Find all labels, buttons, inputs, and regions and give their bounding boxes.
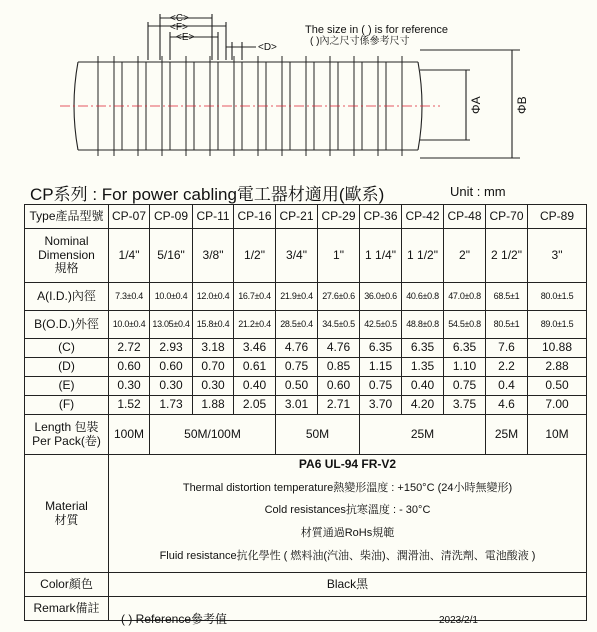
spec-table [24,204,587,626]
e-cell: 0.50 [528,377,587,396]
f-cell: 4.20 [402,396,444,415]
model-cell: CP-42 [402,205,444,229]
a-cell: 12.0±0.4 [193,283,234,311]
material-label [25,455,109,573]
b-cell: 21.2±0.4 [234,311,276,339]
material-line: Fluid resistance抗化學性 ( 燃料油(汽油、柴油)、潤滑油、清洗劑、電池酸液 ) [159,549,536,562]
a-row [25,283,587,311]
nominal-cell: 1/2" [234,229,276,283]
d-row [25,358,587,377]
material-line: 材質通過RoHs規範 [300,527,395,540]
length-label-line: Per Pack(卷) [32,433,101,448]
f-cell: 1.73 [150,396,193,415]
b-cell: 15.8±0.4 [193,311,234,339]
model-cell: CP-11 [193,205,234,229]
c-cell: 2.72 [109,339,150,358]
page-title: CP系列 : For power cabling電工器材適用(歐系) [30,185,385,204]
e-cell: 0.4 [486,377,528,396]
length-row [25,415,587,455]
length-cell: 25M [360,415,486,455]
nominal-label [25,229,109,283]
b-row [25,311,587,339]
length-cell: 25M [486,415,528,455]
a-cell: 40.6±0.8 [402,283,444,311]
model-cell: CP-16 [234,205,276,229]
f-cell: 7.00 [528,396,587,415]
e-cell: 0.40 [402,377,444,396]
c-cell: 2.93 [150,339,193,358]
dim-c-label: <C> [170,13,189,24]
reference-note-en: The size in ( ) is for reference [305,24,449,36]
f-cell: 3.01 [276,396,318,415]
unit-label: Unit : mm [450,184,506,199]
length-cell: 50M [276,415,360,455]
model-cell: CP-70 [486,205,528,229]
nominal-label-line: 規格 [54,261,79,276]
nominal-cell: 2 1/2" [486,229,528,283]
nominal-label-line: Nominal [44,233,89,248]
length-label [25,415,109,455]
f-cell: 1.88 [193,396,234,415]
nominal-cell: 2" [444,229,486,283]
remark-label: Remark備註 [25,597,109,621]
c-cell: 7.6 [486,339,528,358]
dim-a-label: ΦA [469,96,483,114]
b-cell: 13.05±0.4 [150,311,193,339]
b-cell: 80.5±1 [486,311,528,339]
material-label-line: Material [45,498,88,513]
length-cell: 10M [528,415,587,455]
nominal-cell: 1" [318,229,360,283]
nominal-cell: 5/16" [150,229,193,283]
c-cell: 6.35 [444,339,486,358]
material-line: PA6 UL-94 FR-V2 [298,457,397,471]
a-cell: 10.0±0.4 [150,283,193,311]
e-cell: 0.75 [360,377,402,396]
c-label: (C) [25,339,109,358]
d-cell: 1.15 [360,358,402,377]
d-label: (D) [25,358,109,377]
nominal-cell: 1 1/2" [402,229,444,283]
nominal-label-line: Dimension [38,247,95,262]
c-cell: 4.76 [276,339,318,358]
nominal-cell: 3" [528,229,587,283]
c-cell: 6.35 [360,339,402,358]
d-cell: 1.35 [402,358,444,377]
b-cell: 28.5±0.4 [276,311,318,339]
c-cell: 6.35 [402,339,444,358]
length-cell: 100M [109,415,150,455]
dim-e-label: <E> [176,32,195,43]
e-cell: 0.30 [193,377,234,396]
a-cell: 21.9±0.4 [276,283,318,311]
remark-row [25,597,587,621]
e-cell: 0.30 [109,377,150,396]
title-row [20,180,580,204]
model-cell: CP-36 [360,205,402,229]
e-cell: 0.50 [276,377,318,396]
b-cell: 54.5±0.8 [444,311,486,339]
a-cell: 16.7±0.4 [234,283,276,311]
material-cell [109,455,587,573]
f-cell: 2.71 [318,396,360,415]
dim-b-label: ΦB [515,96,529,114]
material-line: Thermal distortion temperature熱變形溫度 : +150°C (24小時無變形) [182,481,513,494]
material-label-line: 材質 [54,512,79,527]
d-cell: 2.2 [486,358,528,377]
f-cell: 2.05 [234,396,276,415]
model-cell: CP-07 [109,205,150,229]
a-cell: 68.5±1 [486,283,528,311]
nominal-cell: 3/4" [276,229,318,283]
nominal-cell: 1/4" [109,229,150,283]
b-cell: 42.5±0.5 [360,311,402,339]
f-cell: 3.70 [360,396,402,415]
dim-f-label: <F> [170,22,188,33]
e-cell: 0.30 [150,377,193,396]
f-row [25,396,587,415]
conduit-diagram [0,0,597,178]
c-cell: 10.88 [528,339,587,358]
e-label: (E) [25,377,109,396]
color-label: Color顏色 [25,573,109,597]
d-cell: 0.60 [109,358,150,377]
model-cell: CP-09 [150,205,193,229]
b-cell: 48.8±0.8 [402,311,444,339]
e-row [25,377,587,396]
b-label: B(O.D.)外徑 [25,311,109,339]
a-cell: 47.0±0.8 [444,283,486,311]
a-cell: 27.6±0.6 [318,283,360,311]
a-cell: 7.3±0.4 [109,283,150,311]
type-label: Type產品型號 [25,205,109,229]
d-cell: 0.61 [234,358,276,377]
nominal-cell: 1 1/4" [360,229,402,283]
nominal-cell: 3/8" [193,229,234,283]
b-cell: 10.0±0.4 [109,311,150,339]
model-cell: CP-48 [444,205,486,229]
e-cell: 0.60 [318,377,360,396]
d-cell: 0.75 [276,358,318,377]
c-row [25,339,587,358]
remark-cell [109,597,587,626]
material-row [25,455,587,573]
b-cell: 89.0±1.5 [528,311,587,339]
dim-d-label: <D> [258,42,277,53]
f-cell: 4.6 [486,396,528,415]
nominal-row [25,229,587,283]
a-cell: 36.0±0.6 [360,283,402,311]
a-label: A(I.D.)內徑 [25,283,109,311]
model-cell: CP-21 [276,205,318,229]
d-cell: 1.10 [444,358,486,377]
f-label: (F) [25,396,109,415]
reference-note-zh: ( )內之尺寸係參考尺寸 [310,36,410,47]
date-label: 2023/2/1 [439,614,478,626]
color-row [25,573,587,597]
a-cell: 80.0±1.5 [528,283,587,311]
f-cell: 3.75 [444,396,486,415]
length-label-line: Length 包裝 [34,419,99,434]
model-cell: CP-89 [528,205,587,229]
b-cell: 34.5±0.5 [318,311,360,339]
e-cell: 0.40 [234,377,276,396]
color-cell: Black黑 [109,573,587,597]
d-cell: 2.88 [528,358,587,377]
length-cell: 50M/100M [150,415,276,455]
d-cell: 0.85 [318,358,360,377]
c-cell: 4.76 [318,339,360,358]
d-cell: 0.70 [193,358,234,377]
remark-text: ( ) Reference參考值 [121,611,228,626]
f-cell: 1.52 [109,396,150,415]
material-line: Cold resistances抗寒溫度 : - 30°C [264,504,431,517]
c-cell: 3.18 [193,339,234,358]
e-cell: 0.75 [444,377,486,396]
type-row [25,205,587,229]
c-cell: 3.46 [234,339,276,358]
d-cell: 0.60 [150,358,193,377]
model-cell: CP-29 [318,205,360,229]
